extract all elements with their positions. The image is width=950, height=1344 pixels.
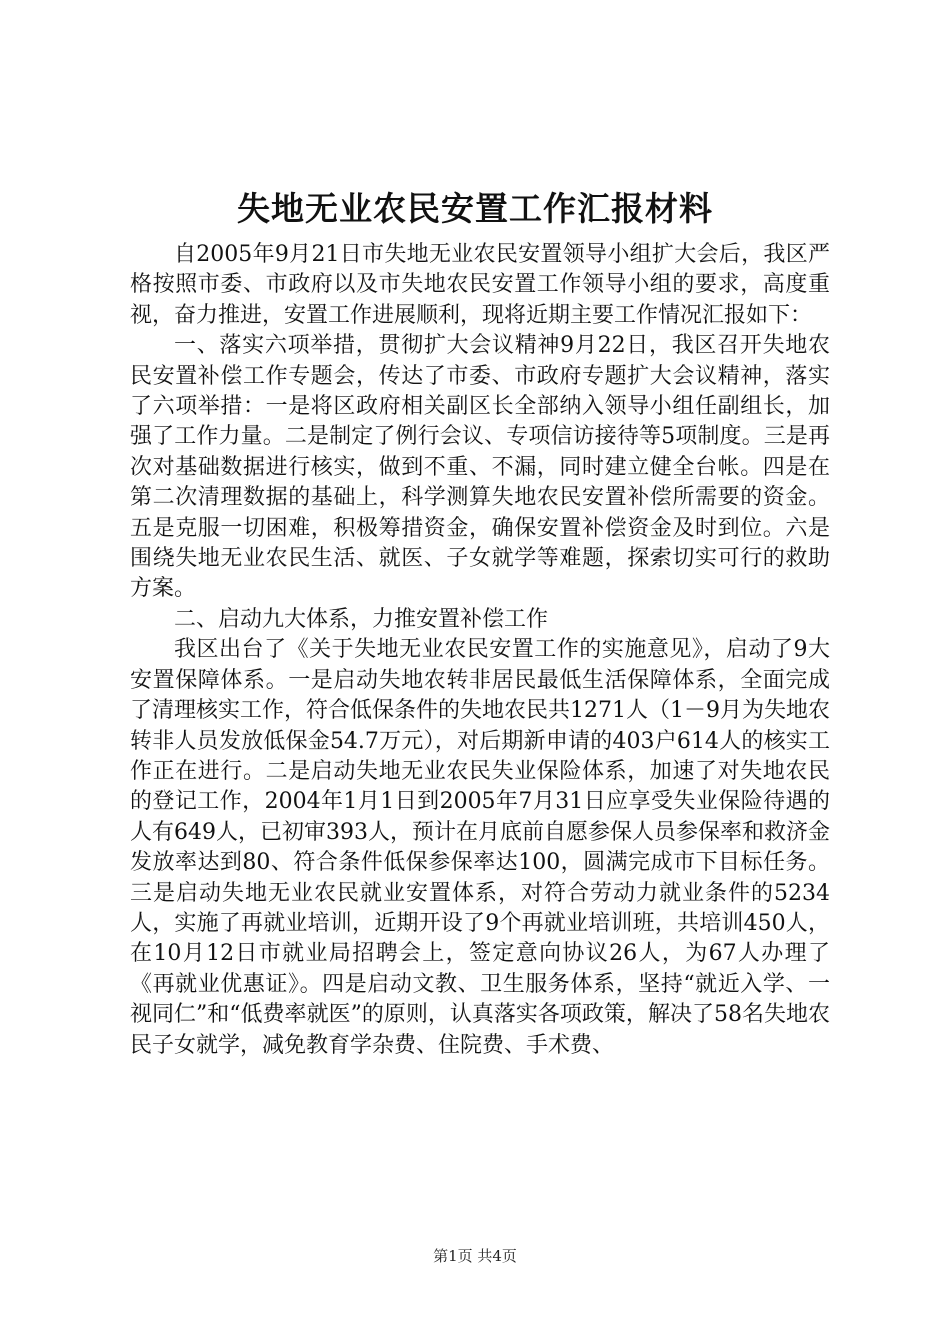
document-body [130, 240, 830, 1061]
page-number-footer: 第1页 共4页 [433, 1247, 517, 1265]
document-title: 失地无业农民安置工作汇报材料 [237, 189, 713, 228]
paragraph-section-two-heading: 二、启动九大体系，力推安置补偿工作 [174, 606, 549, 632]
paragraph-section-two-body: 我区出台了《关于失地无业农民安置工作的实施意见》，启动了9大安置保障体系。一是启动失地农转非居民最低生活保障体系，全面完成了清理核实工作，符合低保条件的失地农民共1271人（1－9月为失地农转非人员发放低保金54.7万元），对后期新申请的403户614人的核实工作正在进行。二是启动失地无业农民失业保险体系，加速了对失地农民的登记工作，2004年1月1日到2005年7月31日应享受失业保险待遇的人有649人，已初审393人，预计在月底前自愿参保人员参保率和救济金发放率达到80、符合条件低保参保率达100，圆满完成市下目标任务。三是启动失地无业农民就业安置体系，对符合劳动力就业条件的5234人，实施了再就业培训，近期开设了9个再就业培训班，共培训450人，在10月12日市就业局招聘会上，签定意向协议26人，为67人办理了《再就业优惠证》。四是启动文教、卫生服务体系，坚持“就近入学、一视同仁”和“低费率就医”的原则，认真落实各项政策，解决了58名失地农民子女就学，减免教育学杂费、住院费、手术费、 [130, 637, 830, 1058]
paragraph-intro: 自2005年9月21日市失地无业农民安置领导小组扩大会后，我区严格按照市委、市政府以及市失地农民安置工作领导小组的要求，高度重视，奋力推进，安置工作进展顺利，现将近期主要工作情况汇报如下： [130, 242, 830, 328]
paragraph-section-one: 一、落实六项举措，贯彻扩大会议精神9月22日，我区召开失地农民安置补偿工作专题会，传达了市委、市政府专题扩大会议精神，落实了六项举措：一是将区政府相关副区长全部纳入领导小组任副组长，加强了工作力量。二是制定了例行会议、专项信访接待等5项制度。三是再次对基础数据进行核实，做到不重、不漏，同时建立健全台帐。四是在第二次清理数据的基础上，科学测算失地农民安置补偿所需要的资金。五是克服一切困难，积极筹措资金，确保安置补偿资金及时到位。六是围绕失地无业农民生活、就医、子女就学等难题，探索切实可行的救助方案。 [130, 333, 830, 602]
